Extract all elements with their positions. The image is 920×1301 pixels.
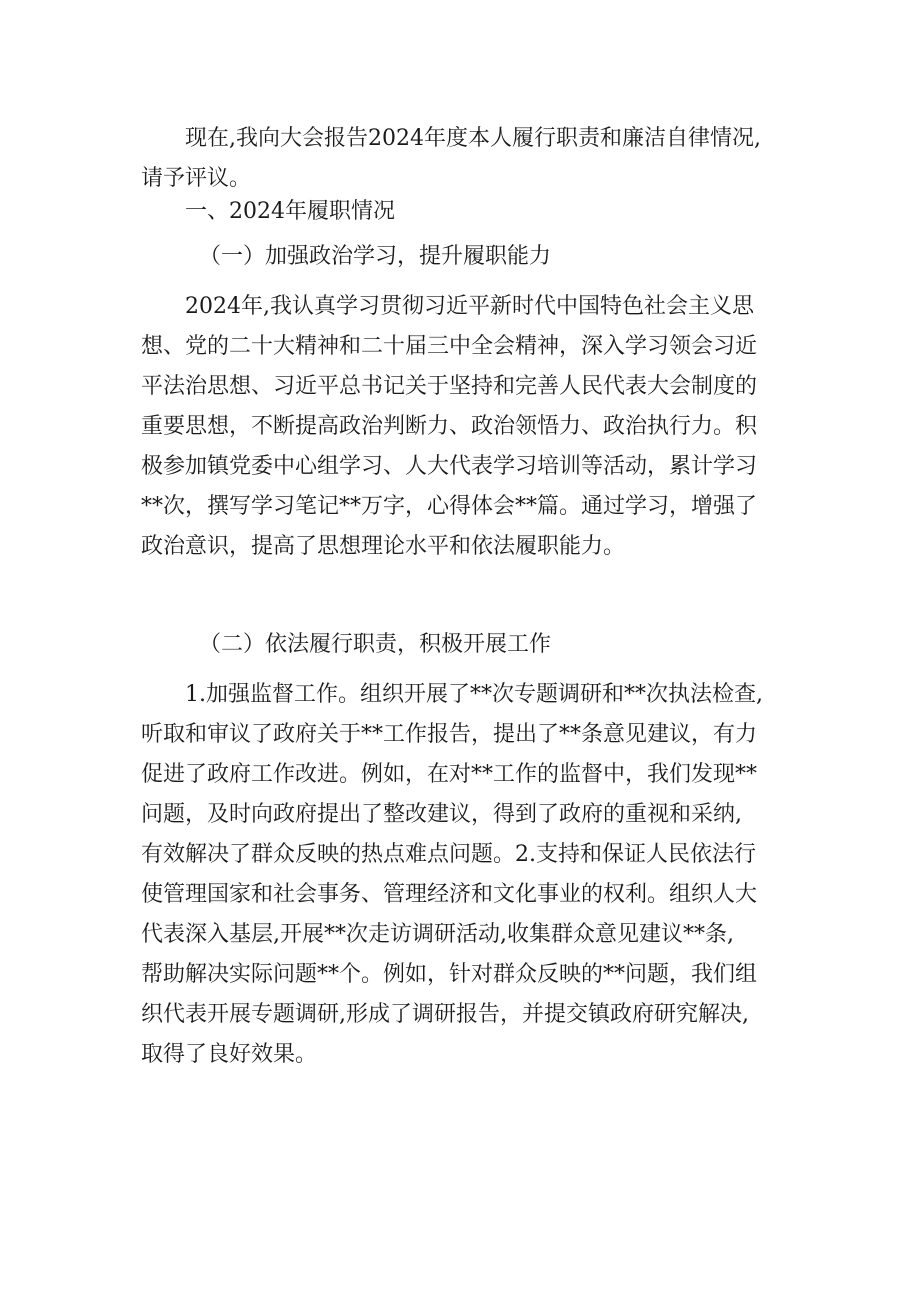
section-heading-1 <box>141 192 781 232</box>
subsection-heading-2 <box>141 625 781 665</box>
text-line: 问题，及时向政府提出了整改建议，得到了政府的重视和采纳, <box>141 802 742 827</box>
text-line: 想、党的二十大精神和二十届三中全会精神，深入学习领会习近 <box>141 334 758 359</box>
text-line: 极参加镇党委中心组学习、人大代表学习培训等活动，累计学习 <box>141 454 758 479</box>
text-line: 代表深入基层,开展**次走访调研活动,收集群众意见建议**条, <box>141 922 734 947</box>
text-line: 1.加强监督工作。组织开展了**次专题调研和**次执法检查, <box>185 682 763 707</box>
text-line: 帮助解决实际问题**个。例如，针对群众反映的**问题，我们组 <box>141 962 758 987</box>
paragraph-duties <box>141 675 781 1075</box>
text-line: 促进了政府工作改进。例如，在对**工作的监督中，我们发现** <box>141 762 758 787</box>
text-line: **次，撰写学习笔记**万字，心得体会**篇。通过学习，增强了 <box>141 494 758 519</box>
text-line: 政治意识，提高了思想理论水平和依法履职能力。 <box>141 534 626 559</box>
text-line: 织代表开展专题调研,形成了调研报告，并提交镇政府研究解决, <box>141 1002 749 1027</box>
text-line: 使管理国家和社会事务、管理经济和文化事业的权利。组织人大 <box>141 882 758 907</box>
text-line: 平法治思想、习近平总书记关于坚持和完善人民代表大会制度的 <box>141 374 758 399</box>
text-line: 有效解决了群众反映的热点难点问题。2.支持和保证人民依法行 <box>141 842 756 867</box>
subsection-heading-1 <box>141 237 781 277</box>
intro-paragraph <box>141 119 781 199</box>
text-line: 重要思想，不断提高政治判断力、政治领悟力、政治执行力。积 <box>141 414 758 439</box>
heading-text: （二）依法履行职责，积极开展工作 <box>199 632 552 657</box>
heading-text: （一）加强政治学习，提升履职能力 <box>199 244 552 269</box>
paragraph-political-study <box>141 287 781 567</box>
text-line: 请予评议。 <box>141 166 252 191</box>
text-line: 取得了良好效果。 <box>141 1042 318 1067</box>
heading-text: 一、2024年履职情况 <box>185 199 395 224</box>
text-line: 2024年,我认真学习贯彻习近平新时代中国特色社会主义思 <box>185 294 754 319</box>
text-line: 现在,我向大会报告2024年度本人履行职责和廉洁自律情况, <box>185 126 761 151</box>
text-line: 听取和审议了政府关于**工作报告，提出了**条意见建议，有力 <box>141 722 758 747</box>
